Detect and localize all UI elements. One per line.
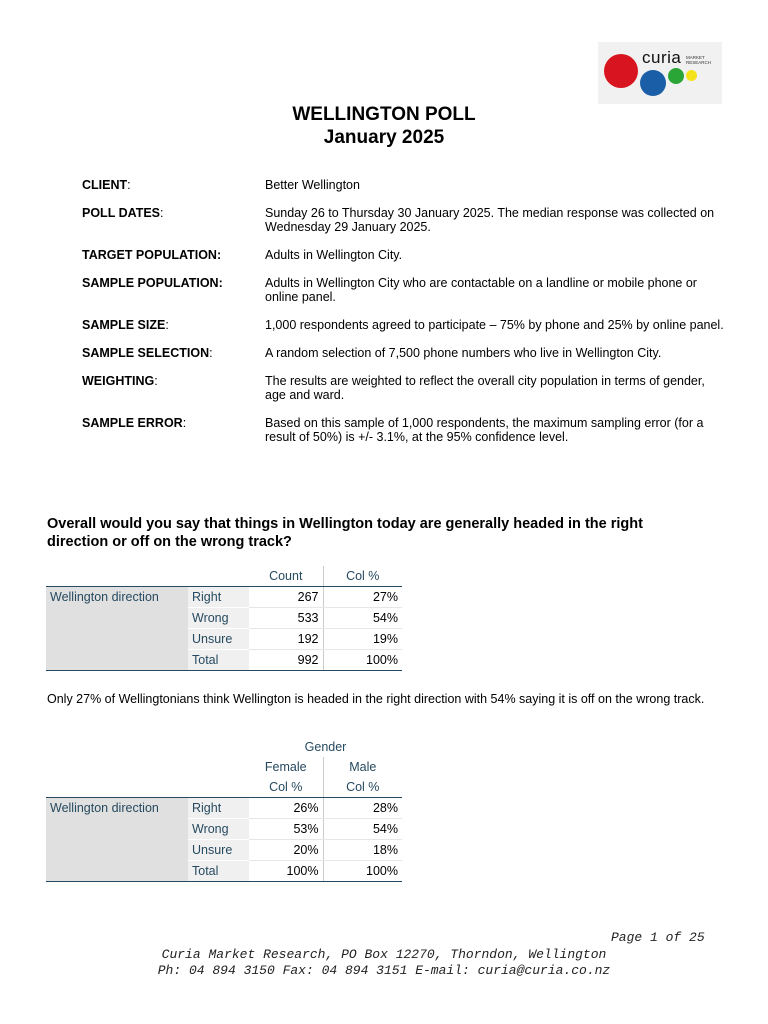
detail-row: SAMPLE SELECTION: A random selection of 7,500 phone numbers who live in Wellington City. bbox=[82, 346, 727, 360]
report-date: January 2025 bbox=[323, 127, 445, 148]
percent-cell: 54% bbox=[323, 608, 402, 629]
column-header: Female bbox=[264, 760, 307, 774]
report-title: WELLINGTON POLL bbox=[292, 104, 476, 125]
row-variable-label: Wellington direction bbox=[46, 587, 188, 671]
column-header: Col % bbox=[323, 566, 402, 587]
direction-count-table bbox=[46, 566, 402, 671]
male-percent-cell: 54% bbox=[323, 819, 402, 840]
detail-label: TARGET POPULATION: bbox=[82, 248, 222, 262]
detail-row: SAMPLE ERROR: Based on this sample of 1,000 respondents, the maximum sampling error (for a result of 50%) is +/- 3.1%, at the 95% confidence level. bbox=[82, 416, 727, 444]
detail-label: SAMPLE POPULATION: bbox=[82, 276, 223, 290]
category-label: Total bbox=[188, 650, 249, 671]
category-label: Unsure bbox=[188, 629, 249, 650]
female-percent-cell: 53% bbox=[249, 819, 323, 840]
female-percent-cell: 26% bbox=[249, 798, 323, 819]
row-variable-label: Wellington direction bbox=[46, 798, 188, 882]
male-percent-cell: 100% bbox=[323, 861, 402, 882]
detail-label: POLL DATES bbox=[82, 206, 161, 220]
table-row bbox=[46, 587, 402, 608]
detail-value: Adults in Wellington City who are contactable on a landline or mobile phone or online panel. bbox=[265, 276, 697, 304]
detail-value: Adults in Wellington City. bbox=[265, 248, 403, 262]
group-header: Gender bbox=[304, 740, 347, 754]
category-label: Total bbox=[188, 861, 249, 882]
detail-row: WEIGHTING: The results are weighted to reflect the overall city population in terms of gender, age and ward. bbox=[82, 374, 727, 402]
count-cell: 992 bbox=[249, 650, 323, 671]
percent-cell: 100% bbox=[323, 650, 402, 671]
logo-red-circle bbox=[604, 54, 638, 88]
logo-blue-circle bbox=[640, 70, 666, 96]
female-percent-cell: 100% bbox=[249, 861, 323, 882]
survey-question: Overall would you say that things in Wellington today are generally headed in the right direction or off on the wrong track? bbox=[47, 516, 643, 550]
category-label: Wrong bbox=[188, 608, 249, 629]
logo-wordmark: curia bbox=[642, 48, 682, 67]
percent-cell: 19% bbox=[323, 629, 402, 650]
footer-contact: Ph: 04 894 3150 Fax: 04 894 3151 E-mail: curia@curia.co.nz bbox=[157, 963, 611, 978]
detail-value: Based on this sample of 1,000 respondents, the maximum sampling error (for a result of 50%) is +/- 3.1%, at the 95% confidence level. bbox=[265, 416, 704, 444]
count-cell: 192 bbox=[249, 629, 323, 650]
page-number: Page 1 of 25 bbox=[611, 930, 705, 945]
detail-row: CLIENT: Better Wellington bbox=[82, 178, 727, 192]
category-label: Right bbox=[188, 798, 249, 819]
detail-label: SAMPLE SIZE bbox=[82, 318, 166, 332]
column-subheader: Col % bbox=[249, 777, 323, 798]
detail-row bbox=[82, 276, 727, 304]
direction-gender-table bbox=[46, 737, 402, 882]
count-cell: 533 bbox=[249, 608, 323, 629]
male-percent-cell: 18% bbox=[323, 840, 402, 861]
category-label: Wrong bbox=[188, 819, 249, 840]
detail-row bbox=[82, 248, 727, 262]
column-header: Male bbox=[323, 757, 402, 777]
detail-value: Better Wellington bbox=[265, 178, 360, 192]
detail-row: SAMPLE SIZE: 1,000 respondents agreed to participate – 75% by phone and 25% by online panel. bbox=[82, 318, 727, 332]
logo-green-circle bbox=[668, 68, 684, 84]
footer-address: Curia Market Research, PO Box 12270, Thorndon, Wellington bbox=[161, 947, 607, 962]
logo-subtitle: MARKET RESEARCH bbox=[686, 55, 712, 65]
logo-yellow-circle bbox=[686, 70, 697, 81]
detail-value: Sunday 26 to Thursday 30 January 2025. The median response was collected on Wednesday 29 January 2025. bbox=[265, 206, 715, 234]
female-percent-cell: 20% bbox=[249, 840, 323, 861]
category-label: Unsure bbox=[188, 840, 249, 861]
poll-details bbox=[82, 178, 727, 458]
column-header: Count bbox=[249, 566, 323, 587]
detail-value: A random selection of 7,500 phone numbers who live in Wellington City. bbox=[265, 346, 662, 360]
count-cell: 267 bbox=[249, 587, 323, 608]
percent-cell: 27% bbox=[323, 587, 402, 608]
detail-value: The results are weighted to reflect the overall city population in terms of gender, age and ward. bbox=[265, 374, 705, 402]
curia-logo bbox=[598, 42, 722, 104]
detail-label: SAMPLE ERROR bbox=[82, 416, 183, 430]
table-row bbox=[46, 798, 402, 819]
detail-value: 1,000 respondents agreed to participate – 75% by phone and 25% by online panel. bbox=[265, 318, 724, 332]
summary-text: Only 27% of Wellingtonians think Wellington is headed in the right direction with 54% saying it is off on the wrong track. bbox=[47, 692, 705, 706]
column-subheader: Col % bbox=[323, 777, 402, 798]
male-percent-cell: 28% bbox=[323, 798, 402, 819]
category-label: Right bbox=[188, 587, 249, 608]
detail-label: CLIENT bbox=[82, 178, 128, 192]
detail-label: WEIGHTING bbox=[82, 374, 155, 388]
detail-row: POLL DATES: Sunday 26 to Thursday 30 January 2025. The median response was collected on Wednesday 29 January 2025. bbox=[82, 206, 727, 234]
detail-label: SAMPLE SELECTION bbox=[82, 346, 210, 360]
